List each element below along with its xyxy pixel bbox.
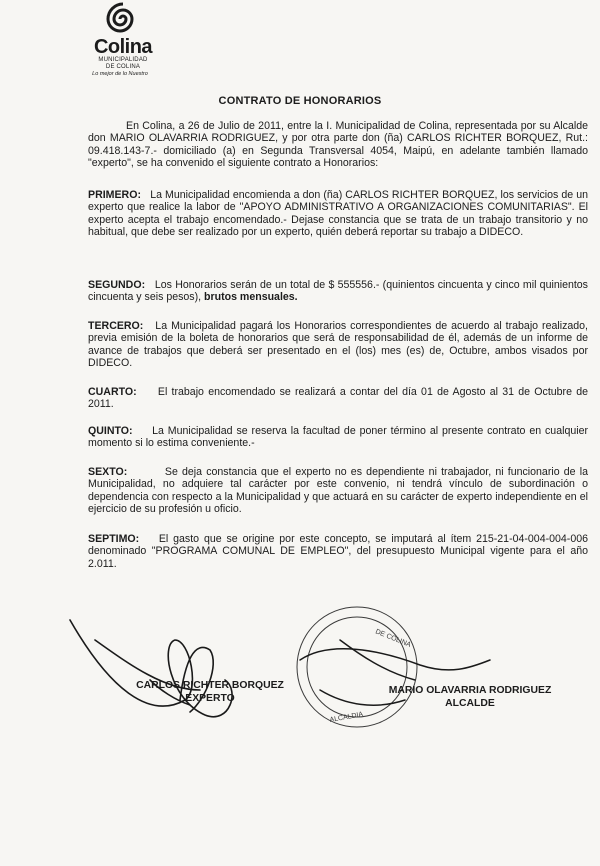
municipality-logo (88, 2, 158, 78)
logo-tagline: Lo mejor de lo Nuestro (92, 71, 148, 77)
stamp-text: DE COLINA (374, 628, 412, 649)
clause-septimo (88, 533, 588, 570)
signer-name: CARLOS RICHTER BORQUEZ (136, 680, 284, 691)
clause-text: La Municipalidad se reserva la facultad de poner término al presente contrato en cualquier momento si lo estima conveniente.- (88, 425, 588, 450)
clause-quinto (88, 425, 588, 450)
clause-text: El trabajo encomendado se realizará a contar del día 01 de Agosto al 31 de Octubre de 2011. (88, 386, 589, 411)
stamp-text-bottom: ALCALDIA (329, 711, 364, 724)
clause-primero (88, 189, 588, 239)
clause-label: PRIMERO: (88, 189, 141, 201)
clause-segundo (88, 279, 588, 304)
logo-subtitle-2: DE COLINA (105, 64, 141, 70)
clause-sexto (88, 466, 588, 516)
logo-subtitle: MUNICIPALIDAD (98, 57, 148, 63)
intro-paragraph (88, 120, 588, 170)
clause-text: Los Honorarios serán de un total de $ 555556.- (quinientos cincuenta y cinco mil quinientos cincuenta y seis pesos), (88, 279, 588, 304)
clause-text: La Municipalidad pagará los Honorarios correspondientes de acuerdo al trabajo realizado, previa emisión de la boleta de honorarios que será de responsabilidad de él, además de un informe de avance de trabajos que deberá ser presentado en el (los) mes (es) de, Octubre, ambos visados por DIDECO. (88, 320, 588, 370)
clause-label: TERCERO: (88, 320, 144, 332)
signer-name: MARIO OLAVARRIA RODRIGUEZ (388, 685, 552, 696)
clause-tercero (88, 320, 588, 370)
clause-bold-text: brutos mensuales. (204, 291, 298, 304)
clause-label: SEGUNDO: (88, 279, 146, 291)
clause-label: SEXTO: (88, 466, 128, 478)
clause-cuarto (88, 386, 588, 411)
signature-left (120, 680, 300, 705)
clause-text: Se deja constancia que el experto no es dependiente ni trabajador, ni funcionario de la Municipalidad, no adquiere tal carácter por este convenio, ni tendrá vínculo de subordinación o dependencia con respecto a la Municipalidad y que actuará en su carácter de experto independiente en el ejercicio de su profesión u oficio. (88, 466, 588, 516)
clause-label: SEPTIMO: (88, 533, 140, 545)
clause-text: El gasto que se origine por este concepto, se imputará al ítem 215-21-04-004-004-006 denominado "PROGRAMA COMUNAL DE EMPLEO", del presupuesto Municipal vigente para el año 2.011. (88, 533, 588, 570)
clause-label: CUARTO: (88, 386, 137, 398)
swirl-icon (103, 2, 143, 36)
intro-text: En Colina, a 26 de Julio de 2011, entre la I. Municipalidad de Colina, representada por su Alcalde don MARIO OLAVARRIA RODRIGUEZ, y por otra parte don (ña) CARLOS RICHTER BORQUEZ, Rut.: 09.418.143-7.- domiciliado (a) en Segunda Transversal 4054, Maipú, en adelante también llamado "experto", se ha convenido el siguiente contrato a Honorarios: (88, 120, 588, 170)
signature-right (365, 685, 575, 710)
clause-label: QUINTO: (88, 425, 133, 437)
clause-text: La Municipalidad encomienda a don (ña) CARLOS RICHTER BORQUEZ, los servicios de un experto que realice la labor de "APOYO ADMINISTRATIVO A ORGANIZACIONES COMUNITARIAS". El experto acepta el trabajo encomendado.- Dejase constancia que se trata de un trabajo transitorio y no habitual, que debe ser realizado por un experto, quién deberá reportar su trabajo a DIDECO. (88, 189, 588, 239)
signer-role: EXPERTO (185, 692, 235, 704)
logo-name: Colina (93, 36, 153, 58)
signer-role: ALCALDE (445, 697, 495, 709)
document-title: CONTRATO DE HONORARIOS (218, 95, 382, 107)
